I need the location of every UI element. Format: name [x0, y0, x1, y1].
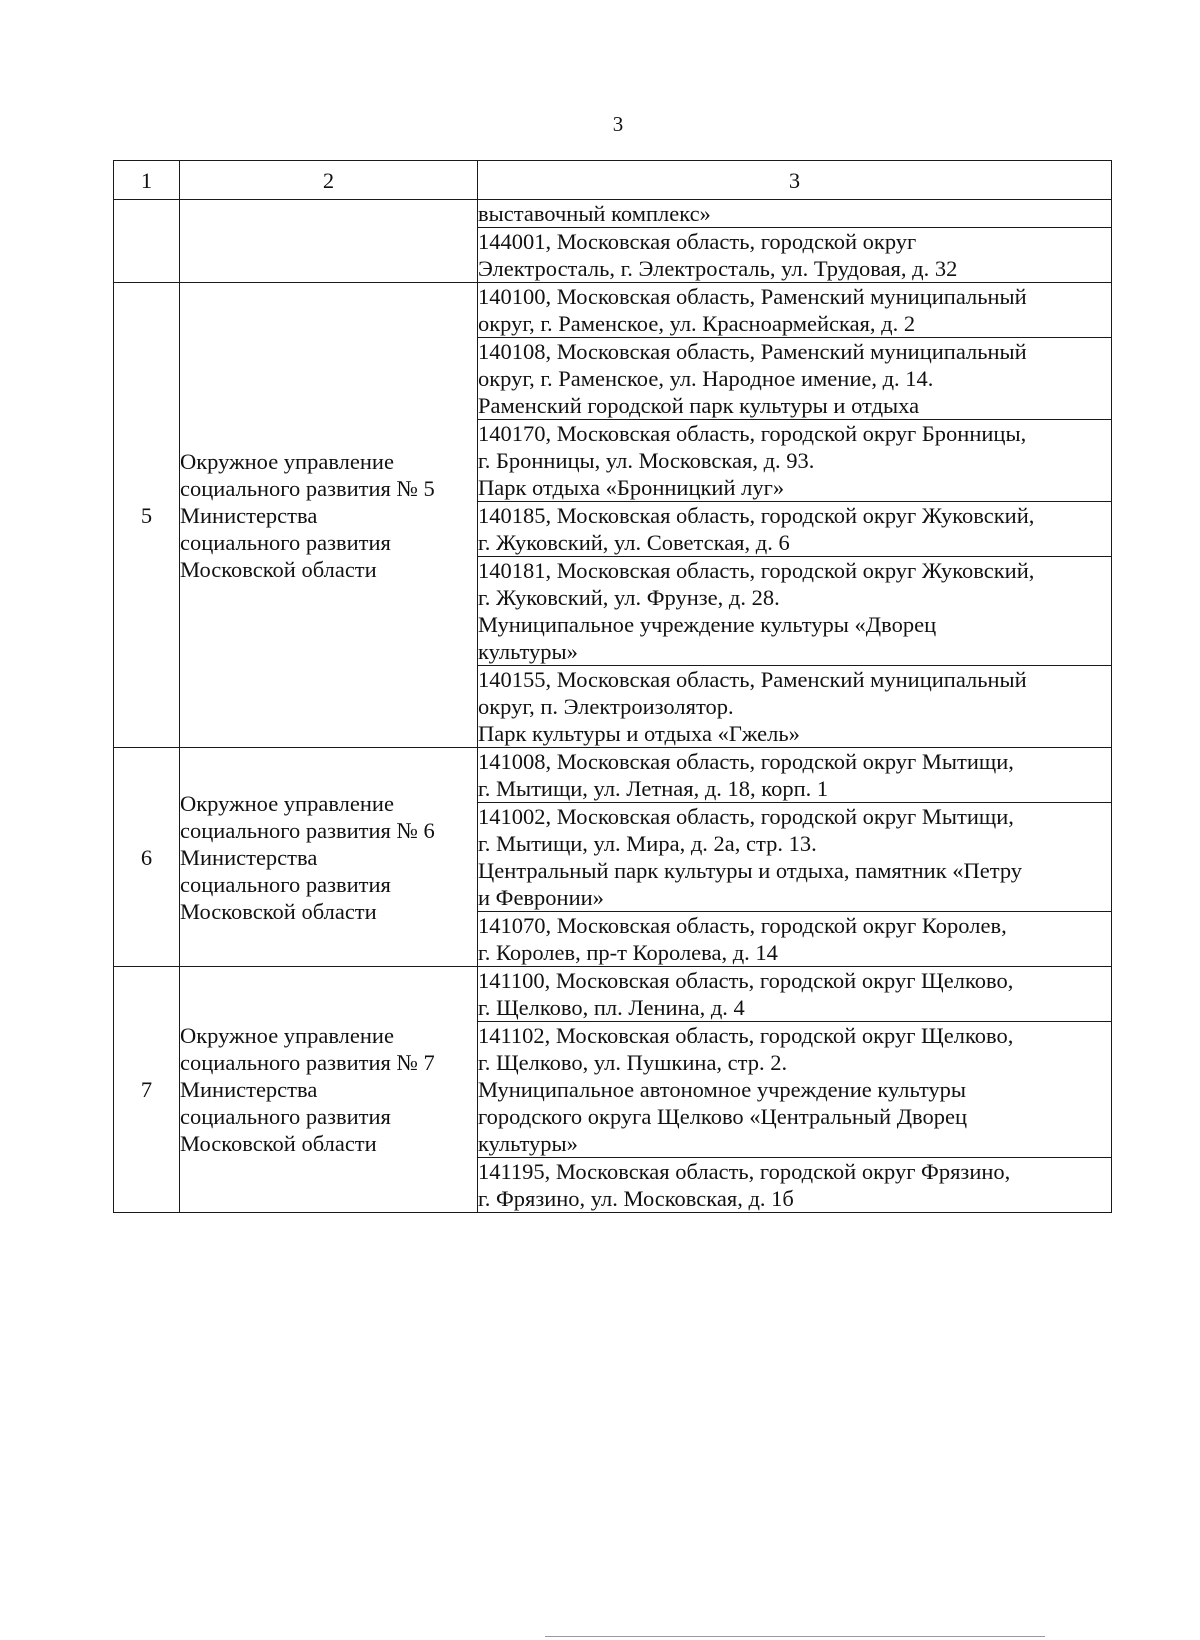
address-line: городского округа Щелково «Центральный Дворец [478, 1104, 968, 1129]
address-line: Муниципальное автономное учреждение культуры [478, 1077, 967, 1102]
organization-line: Министерства [180, 844, 318, 870]
address-cell [478, 200, 1112, 228]
table-row [114, 967, 1112, 1022]
organization-line: Московской области [180, 898, 377, 924]
address-line: Муниципальное учреждение культуры «Дворец [478, 612, 937, 637]
address-line: выставочный комплекс» [478, 201, 711, 226]
address-line: г. Жуковский, ул. Фрунзе, д. 28. [478, 585, 780, 610]
address-line: Парк культуры и отдыха «Гжель» [478, 721, 800, 746]
organization-line: Окружное управление [180, 790, 394, 816]
address-line: г. Бронницы, ул. Московская, д. 93. [478, 448, 815, 473]
address-line: Раменский городской парк культуры и отдыха [478, 393, 920, 418]
address-cell [478, 1158, 1112, 1213]
address-cell [478, 748, 1112, 803]
address-cell [478, 502, 1112, 557]
organization-line: социального развития № 5 [180, 475, 435, 501]
address-line: и Февронии» [478, 885, 604, 910]
address-line: Парк отдыха «Бронницкий луг» [478, 475, 785, 500]
column-header-3: 3 [478, 161, 1112, 200]
organization-line: Московской области [180, 556, 377, 582]
organization-line: Министерства [180, 502, 318, 528]
address-line: г. Жуковский, ул. Советская, д. 6 [478, 530, 790, 555]
address-line: г. Щелково, ул. Пушкина, стр. 2. [478, 1050, 788, 1075]
address-cell [478, 666, 1112, 748]
address-line: 140170, Московская область, городской округ Бронницы, [478, 421, 1027, 446]
organization-line: социального развития № 6 [180, 817, 435, 843]
sites-table [113, 160, 1112, 1213]
address-line: 141070, Московская область, городской округ Королев, [478, 913, 1007, 938]
organization-cell [180, 748, 478, 967]
address-line: 140108, Московская область, Раменский муниципальный [478, 339, 1027, 364]
address-line: г. Мытищи, ул. Мира, д. 2а, стр. 13. [478, 831, 817, 856]
table-row [114, 748, 1112, 803]
address-line: 141100, Московская область, городской округ Щелково, [478, 968, 1014, 993]
address-line: Центральный парк культуры и отдыха, памятник «Петру [478, 858, 1023, 883]
address-cell [478, 283, 1112, 338]
address-cell [478, 557, 1112, 666]
organization-line: Окружное управление [180, 448, 394, 474]
address-line: г. Щелково, пл. Ленина, д. 4 [478, 995, 745, 1020]
address-cell [478, 967, 1112, 1022]
column-header-1: 1 [114, 161, 180, 200]
address-line: г. Мытищи, ул. Летная, д. 18, корп. 1 [478, 776, 829, 801]
column-header-2: 2 [180, 161, 478, 200]
address-line: 140155, Московская область, Раменский муниципальный [478, 667, 1027, 692]
address-line: округ, г. Раменское, ул. Народное имение, д. 14. [478, 366, 934, 391]
table-row [114, 200, 1112, 228]
organization-cell [180, 967, 478, 1213]
address-line: округ, г. Раменское, ул. Красноармейская, д. 2 [478, 311, 916, 336]
address-line: 141195, Московская область, городской округ Фрязино, [478, 1159, 1011, 1184]
address-cell [478, 338, 1112, 420]
address-line: округ, п. Электроизолятор. [478, 694, 734, 719]
group-number-cell: 7 [114, 967, 180, 1213]
table-row [114, 283, 1112, 338]
organization-line: социального развития [180, 871, 391, 897]
organization-line: Окружное управление [180, 1023, 394, 1048]
organization-line: социального развития № 7 [180, 1050, 435, 1075]
address-cell [478, 803, 1112, 912]
address-line: г. Королев, пр-т Королева, д. 14 [478, 940, 778, 965]
scan-edge-line [545, 1636, 1045, 1637]
group-number-cell [114, 200, 180, 283]
address-line: 144001, Московская область, городской округ [478, 229, 917, 254]
address-line: г. Фрязино, ул. Московская, д. 1б [478, 1186, 794, 1211]
address-cell [478, 420, 1112, 502]
address-line: 141008, Московская область, городской округ Мытищи, [478, 749, 1014, 774]
address-line: культуры» [478, 639, 578, 664]
group-number-cell: 6 [114, 748, 180, 967]
address-line: 140181, Московская область, городской округ Жуковский, [478, 558, 1035, 583]
address-cell [478, 912, 1112, 967]
organization-cell [180, 200, 478, 283]
organization-line: социального развития [180, 1104, 391, 1129]
sites-table-body [114, 161, 1112, 1213]
organization-line: Министерства [180, 1077, 318, 1102]
address-line: 140100, Московская область, Раменский муниципальный [478, 284, 1027, 309]
group-number-cell: 5 [114, 283, 180, 748]
address-line: 141102, Московская область, городской округ Щелково, [478, 1023, 1014, 1048]
address-line: Электросталь, г. Электросталь, ул. Трудовая, д. 32 [478, 256, 958, 281]
address-line: культуры» [478, 1131, 578, 1156]
organization-cell [180, 283, 478, 748]
page-number: 3 [612, 112, 624, 136]
address-line: 141002, Московская область, городской округ Мытищи, [478, 804, 1014, 829]
organization-line: Московской области [180, 1131, 377, 1156]
address-line: 140185, Московская область, городской округ Жуковский, [478, 503, 1035, 528]
organization-line: социального развития [180, 529, 391, 555]
header-row [114, 161, 1112, 200]
address-cell [478, 228, 1112, 283]
address-cell [478, 1022, 1112, 1158]
